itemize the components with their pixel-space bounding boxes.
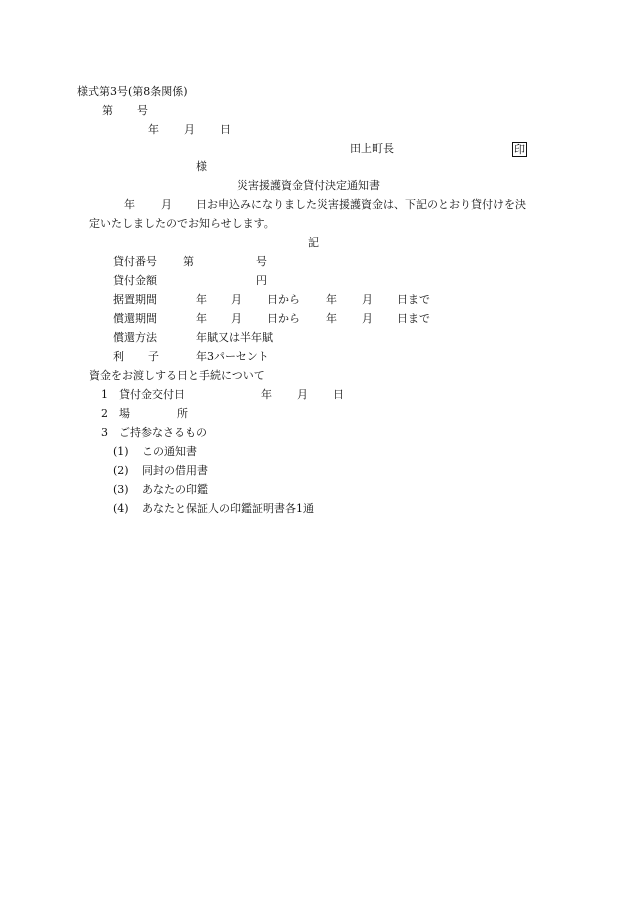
procedure-item1-num: 1 [101,388,108,401]
procedure-heading: 資金をお渡しする日と手続について [89,369,265,382]
repay-period-label: 償還期間 [113,312,157,325]
repay-method-label: 償還方法 [113,331,157,344]
sub-item-num: (2) [113,464,129,477]
grace-m2: 月 [362,293,373,306]
procedure-item2-label-b: 所 [177,407,188,420]
grace-y1: 年 [196,293,207,306]
procedure-item3-num: 3 [101,426,108,439]
doc-number-prefix: 第 [102,104,113,117]
procedure-item3-label: ご持参なさるもの [119,426,207,439]
interest-value: 年3パーセント [196,350,269,363]
sub-item-num: (4) [113,502,129,515]
sub-item-text: 同封の借用書 [142,464,208,477]
loan-amount-label: 貸付金額 [113,274,157,287]
repay-y2: 年 [326,312,337,325]
sub-item-text: あなたと保証人の印鑑証明書各1通 [142,502,314,515]
ki-heading: 記 [308,236,319,249]
sub-item-num: (1) [113,445,129,458]
loan-number-suffix: 号 [256,255,267,268]
grace-period-label: 据置期間 [113,293,157,306]
loan-number-prefix: 第 [183,255,194,268]
procedure-item2-num: 2 [101,407,108,420]
grace-y2: 年 [326,293,337,306]
issuer: 田上町長 [350,142,394,155]
document-title: 災害援護資金貸付決定通知書 [237,179,380,192]
repay-from: 日から [267,312,300,325]
sub-item-text: この通知書 [142,445,197,458]
sub-item-num: (3) [113,483,129,496]
form-id: 様式第3号(第8条関係) [77,85,188,98]
body-line2: 定いたしましたのでお知らせします。 [89,217,275,230]
interest-label-a: 利 [113,350,124,363]
interest-label-b: 子 [148,350,159,363]
loan-number-label: 貸付番号 [113,255,157,268]
repay-method-value: 年賦又は半年賦 [196,331,273,344]
repay-to: 日まで [397,312,430,325]
date-year: 年 [148,123,159,136]
date-month: 月 [184,123,195,136]
repay-m1: 月 [231,312,242,325]
grace-m1: 月 [231,293,242,306]
repay-m2: 月 [362,312,373,325]
procedure-item1-month: 月 [297,388,308,401]
procedure-item2-label-a: 場 [119,407,130,420]
repay-y1: 年 [196,312,207,325]
seal-mark: 印 [514,143,525,156]
addressee-suffix: 様 [196,160,207,173]
body-year: 年 [124,198,135,211]
date-day: 日 [220,123,231,136]
body-month: 月 [161,198,172,211]
loan-amount-unit: 円 [256,274,267,287]
grace-from: 日から [267,293,300,306]
grace-to: 日まで [397,293,430,306]
procedure-item1-label: 貸付金交付日 [119,388,185,401]
sub-item-text: あなたの印鑑 [142,483,208,496]
procedure-item1-day: 日 [333,388,344,401]
body-line1: 日お申込みになりました災害援護資金は、下記のとおり貸付けを決 [196,198,526,211]
procedure-item1-year: 年 [261,388,272,401]
doc-number-suffix: 号 [137,104,148,117]
